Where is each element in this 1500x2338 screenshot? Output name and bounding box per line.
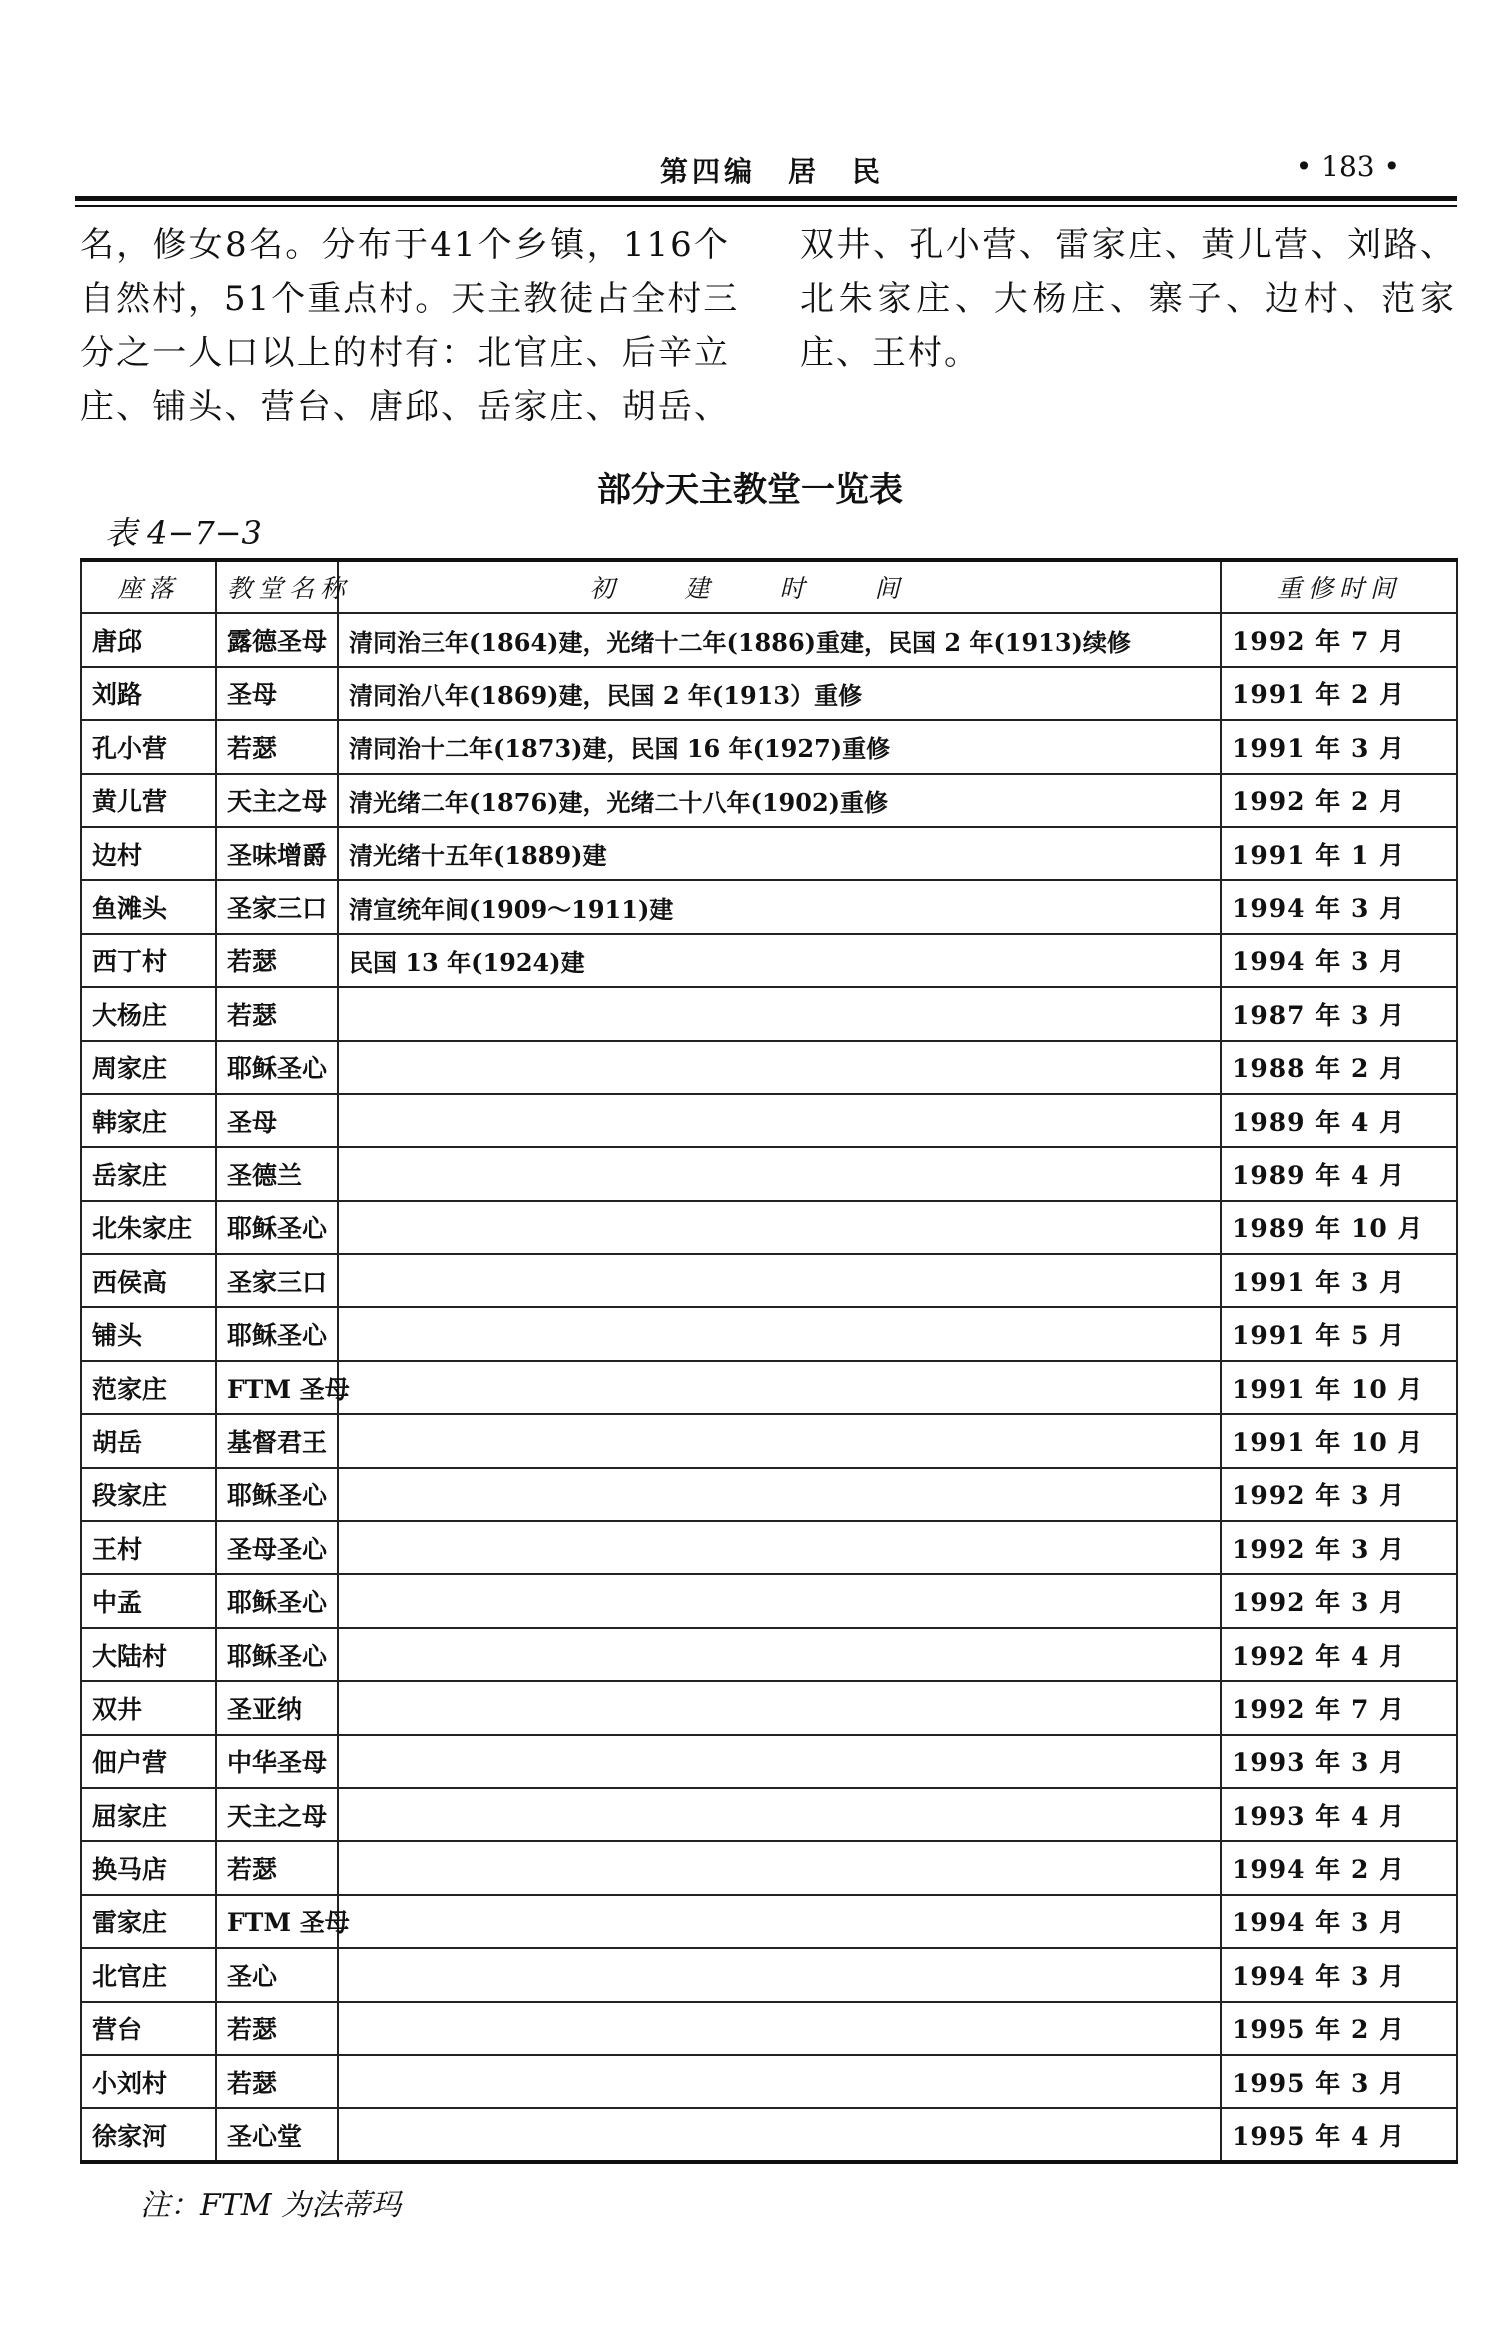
table-row <box>81 774 1457 827</box>
cell-location: 北朱家庄 <box>81 1201 216 1254</box>
cell-rebuilt: 1995 年 3 月 <box>1221 2055 1457 2108</box>
cell-rebuilt: 1989 年 10 月 <box>1221 1201 1457 1254</box>
cell-rebuilt: 1989 年 4 月 <box>1221 1094 1457 1147</box>
cell-location: 王村 <box>81 1521 216 1574</box>
cell-church-name: 露德圣母 <box>216 613 338 666</box>
cell-built <box>338 2002 1221 2055</box>
table-row <box>81 827 1457 880</box>
cell-built <box>338 1841 1221 1894</box>
cell-built: 清宣统年间(1909～1911)建 <box>338 880 1221 933</box>
cell-built <box>338 1254 1221 1307</box>
cell-location: 佃户营 <box>81 1735 216 1788</box>
table-label: 表 4−7−3 <box>105 514 262 552</box>
table-row <box>81 720 1457 773</box>
cell-church-name: 若瑟 <box>216 934 338 987</box>
cell-church-name: 若瑟 <box>216 2002 338 2055</box>
table-row <box>81 1735 1457 1788</box>
cell-location: 韩家庄 <box>81 1094 216 1147</box>
table-row <box>81 1948 1457 2001</box>
table-row <box>81 1254 1457 1307</box>
cell-built: 民国 13 年(1924)建 <box>338 934 1221 987</box>
body-line: 分之一人口以上的村有：北官庄、后辛立 <box>80 333 730 373</box>
cell-church-name: 天主之母 <box>216 774 338 827</box>
cell-built <box>338 1307 1221 1360</box>
table-row <box>81 1201 1457 1254</box>
cell-rebuilt: 1988 年 2 月 <box>1221 1041 1457 1094</box>
cell-church-name: 天主之母 <box>216 1788 338 1841</box>
cell-built: 清同治八年(1869)建，民国 2 年(1913）重修 <box>338 667 1221 720</box>
cell-built <box>338 1788 1221 1841</box>
cell-rebuilt: 1995 年 2 月 <box>1221 2002 1457 2055</box>
cell-church-name: 圣家三口 <box>216 880 338 933</box>
cell-built <box>338 1681 1221 1734</box>
table-header-row <box>81 560 1457 613</box>
cell-church-name: 若瑟 <box>216 720 338 773</box>
cell-church-name: 圣母 <box>216 1094 338 1147</box>
cell-rebuilt: 1992 年 7 月 <box>1221 613 1457 666</box>
cell-location: 换马店 <box>81 1841 216 1894</box>
table-row <box>81 1041 1457 1094</box>
cell-rebuilt: 1994 年 3 月 <box>1221 934 1457 987</box>
table-row <box>81 667 1457 720</box>
table-body <box>81 613 1457 2161</box>
cell-rebuilt: 1992 年 2 月 <box>1221 774 1457 827</box>
cell-location: 小刘村 <box>81 2055 216 2108</box>
column-header-church-name: 教堂名称 <box>216 560 338 613</box>
cell-built <box>338 1041 1221 1094</box>
cell-rebuilt: 1992 年 7 月 <box>1221 1681 1457 1734</box>
body-line: 自然村，51个重点村。天主教徒占全村三 <box>80 279 740 319</box>
cell-location: 双井 <box>81 1681 216 1734</box>
table-row <box>81 2002 1457 2055</box>
cell-built <box>338 1574 1221 1627</box>
chapter-title: 第四编 居 民 <box>660 155 885 188</box>
cell-location: 西丁村 <box>81 934 216 987</box>
cell-location: 鱼滩头 <box>81 880 216 933</box>
cell-church-name: 耶稣圣心 <box>216 1468 338 1521</box>
cell-rebuilt: 1994 年 2 月 <box>1221 1841 1457 1894</box>
body-line: 庄、铺头、营台、唐邱、岳家庄、胡岳、 <box>80 387 730 427</box>
cell-built <box>338 1094 1221 1147</box>
cell-rebuilt: 1991 年 10 月 <box>1221 1361 1457 1414</box>
table-row <box>81 1574 1457 1627</box>
cell-rebuilt: 1992 年 4 月 <box>1221 1628 1457 1681</box>
cell-built <box>338 2108 1221 2161</box>
cell-location: 刘路 <box>81 667 216 720</box>
cell-rebuilt: 1991 年 3 月 <box>1221 1254 1457 1307</box>
cell-church-name: 圣家三口 <box>216 1254 338 1307</box>
cell-location: 边村 <box>81 827 216 880</box>
cell-rebuilt: 1995 年 4 月 <box>1221 2108 1457 2161</box>
cell-location: 周家庄 <box>81 1041 216 1094</box>
cell-rebuilt: 1992 年 3 月 <box>1221 1468 1457 1521</box>
body-line: 名，修女8名。分布于41个乡镇，116个 <box>80 225 730 265</box>
cell-church-name: 圣亚纳 <box>216 1681 338 1734</box>
cell-rebuilt: 1994 年 3 月 <box>1221 880 1457 933</box>
cell-rebuilt: 1991 年 5 月 <box>1221 1307 1457 1360</box>
cell-rebuilt: 1994 年 3 月 <box>1221 1895 1457 1948</box>
cell-church-name: 耶稣圣心 <box>216 1628 338 1681</box>
table-row <box>81 1681 1457 1734</box>
cell-church-name: FTM 圣母 <box>216 1895 338 1948</box>
table-row <box>81 2108 1457 2161</box>
page-number: • 183 • <box>1295 150 1400 183</box>
table-row <box>81 1094 1457 1147</box>
column-header-rebuilt: 重修时间 <box>1221 560 1457 613</box>
cell-built <box>338 1361 1221 1414</box>
cell-location: 铺头 <box>81 1307 216 1360</box>
cell-built: 清光绪二年(1876)建，光绪二十八年(1902)重修 <box>338 774 1221 827</box>
cell-built <box>338 2055 1221 2108</box>
table-row <box>81 2055 1457 2108</box>
cell-rebuilt: 1991 年 10 月 <box>1221 1414 1457 1467</box>
cell-church-name: 耶稣圣心 <box>216 1201 338 1254</box>
table-row <box>81 1895 1457 1948</box>
cell-built <box>338 1948 1221 2001</box>
body-line: 双井、孔小营、雷家庄、黄儿营、刘路、 <box>800 225 1456 265</box>
cell-church-name: 耶稣圣心 <box>216 1041 338 1094</box>
cell-location: 西侯高 <box>81 1254 216 1307</box>
cell-church-name: 圣母圣心 <box>216 1521 338 1574</box>
cell-rebuilt: 1992 年 3 月 <box>1221 1521 1457 1574</box>
cell-church-name: 圣心堂 <box>216 2108 338 2161</box>
cell-built <box>338 1895 1221 1948</box>
cell-built <box>338 987 1221 1040</box>
cell-built <box>338 1735 1221 1788</box>
table-row <box>81 934 1457 987</box>
cell-built <box>338 1468 1221 1521</box>
table-row <box>81 1841 1457 1894</box>
cell-location: 范家庄 <box>81 1361 216 1414</box>
cell-church-name: 圣母 <box>216 667 338 720</box>
cell-location: 岳家庄 <box>81 1147 216 1200</box>
cell-church-name: 耶稣圣心 <box>216 1307 338 1360</box>
body-line: 庄、王村。 <box>800 333 980 373</box>
table-row <box>81 1307 1457 1360</box>
cell-location: 黄儿营 <box>81 774 216 827</box>
cell-church-name: 耶稣圣心 <box>216 1574 338 1627</box>
cell-location: 屈家庄 <box>81 1788 216 1841</box>
cell-rebuilt: 1989 年 4 月 <box>1221 1147 1457 1200</box>
cell-church-name: 中华圣母 <box>216 1735 338 1788</box>
cell-location: 营台 <box>81 2002 216 2055</box>
cell-church-name: 圣心 <box>216 1948 338 2001</box>
body-line: 北朱家庄、大杨庄、寨子、边村、范家 <box>800 279 1456 319</box>
table-row <box>81 1147 1457 1200</box>
cell-church-name: 圣味增爵 <box>216 827 338 880</box>
cell-rebuilt: 1993 年 3 月 <box>1221 1735 1457 1788</box>
running-header <box>75 140 1455 190</box>
cell-rebuilt: 1991 年 2 月 <box>1221 667 1457 720</box>
cell-built <box>338 1147 1221 1200</box>
header-rule-thin <box>75 205 1457 207</box>
cell-rebuilt: 1994 年 3 月 <box>1221 1948 1457 2001</box>
cell-location: 大杨庄 <box>81 987 216 1040</box>
cell-location: 大陆村 <box>81 1628 216 1681</box>
cell-rebuilt: 1991 年 1 月 <box>1221 827 1457 880</box>
cell-church-name: 若瑟 <box>216 2055 338 2108</box>
cell-location: 胡岳 <box>81 1414 216 1467</box>
cell-built <box>338 1521 1221 1574</box>
church-table <box>80 558 1458 2164</box>
header-rule-thick <box>75 196 1457 201</box>
cell-church-name: 圣德兰 <box>216 1147 338 1200</box>
cell-church-name: 若瑟 <box>216 987 338 1040</box>
cell-location: 段家庄 <box>81 1468 216 1521</box>
cell-built <box>338 1201 1221 1254</box>
table-row <box>81 1414 1457 1467</box>
cell-rebuilt: 1993 年 4 月 <box>1221 1788 1457 1841</box>
body-column-left <box>80 218 740 434</box>
table-row <box>81 1361 1457 1414</box>
column-header-location: 座落 <box>81 560 216 613</box>
cell-location: 徐家河 <box>81 2108 216 2161</box>
body-column-right <box>800 218 1456 380</box>
cell-church-name: 基督君王 <box>216 1414 338 1467</box>
cell-rebuilt: 1991 年 3 月 <box>1221 720 1457 773</box>
table-row <box>81 1521 1457 1574</box>
cell-built: 清同治三年(1864)建，光绪十二年(1886)重建，民国 2 年(1913)续修 <box>338 613 1221 666</box>
cell-built: 清同治十二年(1873)建，民国 16 年(1927)重修 <box>338 720 1221 773</box>
cell-church-name: FTM 圣母 <box>216 1361 338 1414</box>
cell-rebuilt: 1992 年 3 月 <box>1221 1574 1457 1627</box>
cell-built <box>338 1628 1221 1681</box>
cell-location: 雷家庄 <box>81 1895 216 1948</box>
table-row <box>81 1628 1457 1681</box>
cell-location: 中孟 <box>81 1574 216 1627</box>
table-row <box>81 1468 1457 1521</box>
table-title: 部分天主教堂一览表 <box>597 470 903 510</box>
cell-built <box>338 1414 1221 1467</box>
cell-built: 清光绪十五年(1889)建 <box>338 827 1221 880</box>
table-row <box>81 613 1457 666</box>
cell-location: 北官庄 <box>81 1948 216 2001</box>
cell-location: 唐邱 <box>81 613 216 666</box>
table-row <box>81 987 1457 1040</box>
table-note: 注：FTM 为法蒂玛 <box>140 2188 402 2223</box>
column-header-built: 初建时间 <box>338 560 1221 613</box>
table-row <box>81 1788 1457 1841</box>
cell-church-name: 若瑟 <box>216 1841 338 1894</box>
cell-rebuilt: 1987 年 3 月 <box>1221 987 1457 1040</box>
table-row <box>81 880 1457 933</box>
cell-location: 孔小营 <box>81 720 216 773</box>
